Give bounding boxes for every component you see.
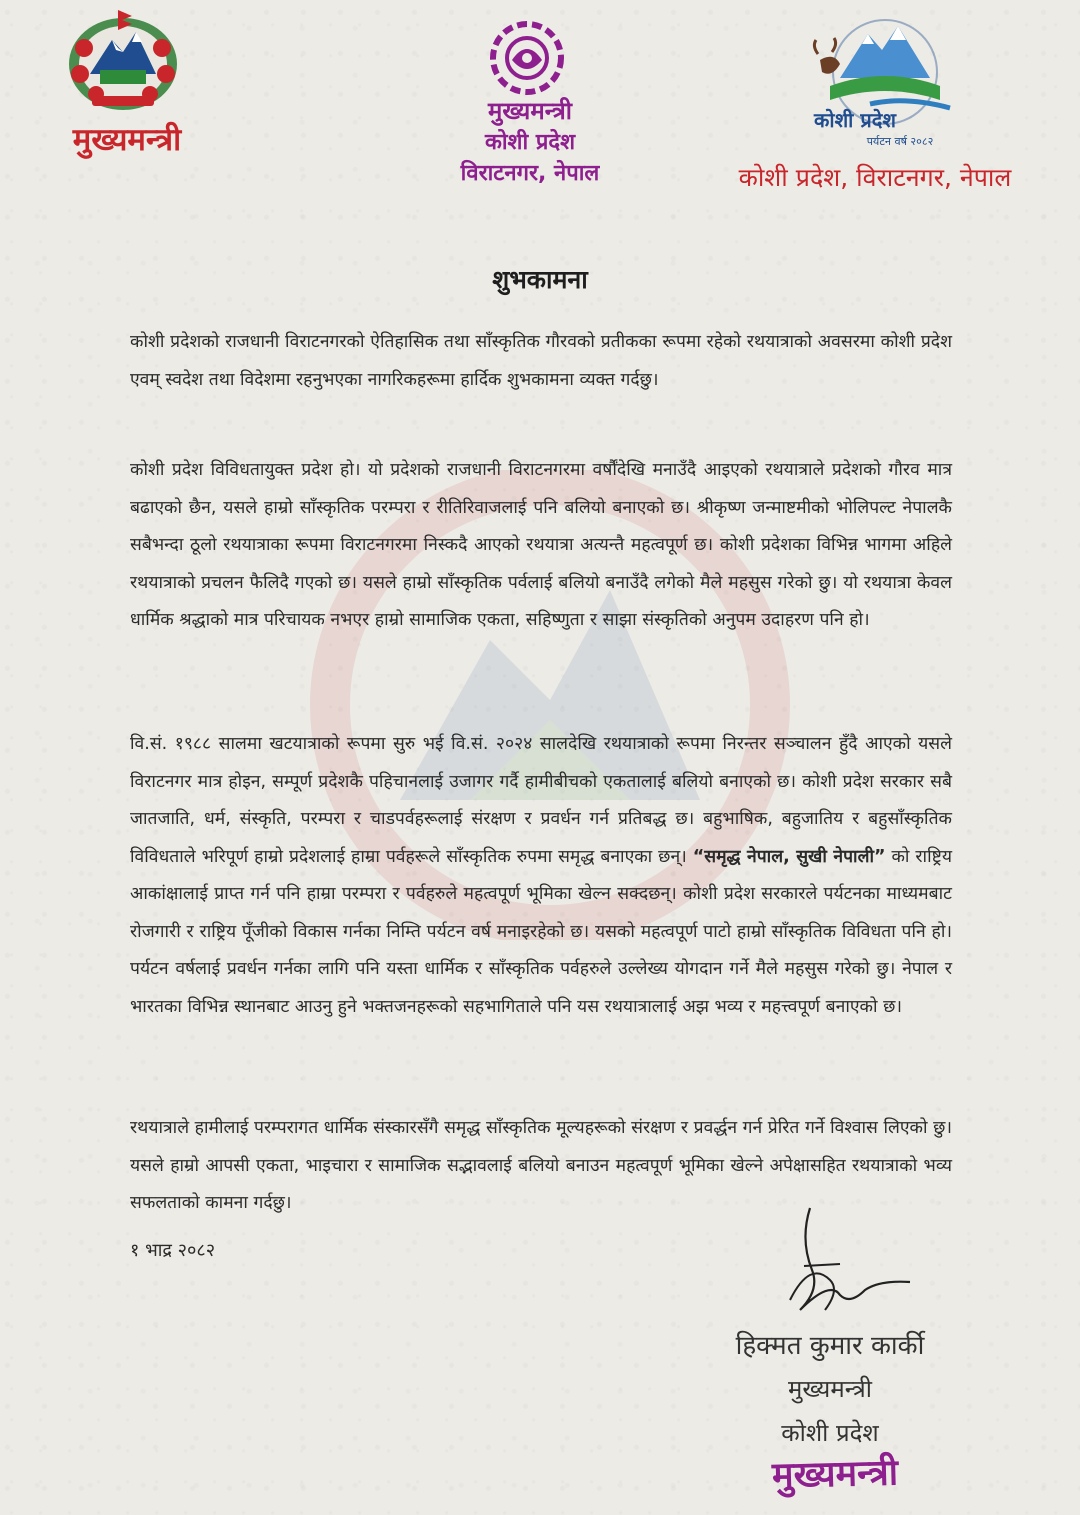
- nepal-emblem-icon: [62, 8, 184, 112]
- letter-date: १ भाद्र २०८२: [130, 1240, 216, 1261]
- signature-icon: [770, 1200, 930, 1330]
- right-logo-subtitle: पर्यटन वर्ष २०८२: [866, 135, 934, 148]
- right-header-address: कोशी प्रदेश, विराटनगर, नेपाल: [738, 163, 1012, 192]
- document-title: शुभकामना: [492, 265, 588, 294]
- chief-minister-stamp: मुख्यमन्त्री: [771, 1452, 899, 1497]
- right-logo-label: कोशी प्रदेश: [814, 108, 896, 132]
- middle-header-line-1: मुख्यमन्त्री: [488, 97, 572, 125]
- paragraph-3-part-b: को राष्ट्रिय आकांक्षालाई प्राप्त गर्न पनि हाम्रा परम्परा र पर्वहरुले महत्वपूर्ण भूमिका खेल्न सक्दछन्। कोशी प्रदेश सरकारले पर्यटनका माध्यमबाट रोजगारी र राष्ट्रिय पूँजीको विकास गर्नका निम्ति पर्यटन वर्ष मनाइरहेको छ। यसको महत्वपूर्ण पाटो हाम्रो साँस्कृतिक विविधता पनि हो। पर्यटन वर्षलाई प्रवर्धन गर्नका लागि पनि यस्ता धार्मिक र साँस्कृतिक पर्वहरुले उल्लेख्य योगदान गर्ने मैले महसुस गरेको छु। नेपाल र भारतका विभिन्न स्थानबाट आउनु हुने भक्तजनहरूको सहभागिताले पनि यस रथयात्रालाई अझ भव्य र महत्त्वपूर्ण बनाएको छ।: [130, 846, 952, 1017]
- middle-header-line-3: विराटनगर, नेपाल: [460, 161, 600, 186]
- paragraph-4: रथयात्राले हामीलाई परम्परागत धार्मिक संस्कारसँगै समृद्ध साँस्कृतिक मूल्यहरूको संरक्षण र प्रवर्द्धन गर्न प्रेरित गर्ने विश्वास लिएको छु। यसले हाम्रो आपसी एकता, भाइचारा र सामाजिक सद्भावलाई बलियो बनाउन महत्वपूर्ण भूमिका खेल्ने अपेक्षासहित रथयात्राको भव्य सफलताको कामना गर्दछु।: [130, 1118, 952, 1213]
- paragraph-1: कोशी प्रदेशको राजधानी विराटनगरको ऐतिहासिक तथा साँस्कृतिक गौरवको प्रतीकका रूपमा रहेको रथयात्राको अवसरमा कोशी प्रदेश एवम् स्वदेश तथा विदेशमा रहनुभएका नागरिकहरूमा हार्दिक शुभकामना व्यक्त गर्दछु।: [130, 332, 952, 390]
- signatory-province: कोशी प्रदेश: [781, 1419, 879, 1447]
- signatory-post: मुख्यमन्त्री: [788, 1375, 872, 1403]
- chief-minister-seal-icon: [482, 18, 572, 98]
- signatory-name: हिक्मत कुमार कार्की: [735, 1331, 925, 1361]
- paragraph-2: कोशी प्रदेश विविधतायुक्त प्रदेश हो। यो प्रदेशको राजधानी विराटनगरमा वर्षौंदेखि मनाउँदै आइएको रथयात्राले प्रदेशको गौरव मात्र बढाएको छैन, यसले हाम्रो साँस्कृतिक परम्परा र रीतिरिवाजलाई पनि बलियो बनाएको छ। श्रीकृष्ण जन्माष्टमीको भोलिपल्ट नेपालकै सबैभन्दा ठूलो रथयात्राका रूपमा विराटनगरमा निस्कदै आएको रथयात्रा अत्यन्तै महत्वपूर्ण छ। कोशी प्रदेशका विभिन्न भागमा अहिले रथयात्राको प्रचलन फैलिदै गएको छ। यसले हाम्रो साँस्कृतिक पर्वलाई बलियो बनाउँदै लगेको मैले महसुस गरेको छु। यो रथयात्रा केवल धार्मिक श्रद्धाको मात्र परिचायक नभएर हाम्रो सामाजिक एकता, सहिष्णुता र साझा संस्कृतिको अनुपम उदाहरण पनि हो।: [130, 460, 952, 630]
- paragraph-3-part-a: वि.सं. १९८८ सालमा खटयात्राको रूपमा सुरु भई वि.सं. २०२४ सालदेखि रथयात्राको रूपमा निरन्तर सञ्चालन हुँदै आएको यसले विराटनगर मात्र होइन, सम्पूर्ण प्रदेशकै पहिचानलाई उजागर गर्दै हामीबीचको एकतालाई बलियो बनाएको छ। कोशी प्रदेश सरकार सबै जातजाति, धर्म, संस्कृति, परम्परा र चाडपर्वहरूलाई संरक्षण र प्रवर्धन गर्न प्रतिबद्ध छ। बहुभाषिक, बहुजातिय र बहुसाँस्कृतिक विविधताले भरिपूर्ण हाम्रो प्रदेशलाई हाम्रा पर्वहरूले साँस्कृतिक रुपमा समृद्ध बनाएका छन्।: [130, 734, 952, 867]
- left-header-title: मुख्यमन्त्री: [72, 122, 182, 158]
- middle-header-line-2: कोशी प्रदेश: [484, 130, 576, 155]
- paragraph-3: [130, 726, 952, 1026]
- paragraph-3-quote: “समृद्ध नेपाल, सुखी नेपाली”: [692, 846, 886, 867]
- middle-header: [420, 96, 640, 189]
